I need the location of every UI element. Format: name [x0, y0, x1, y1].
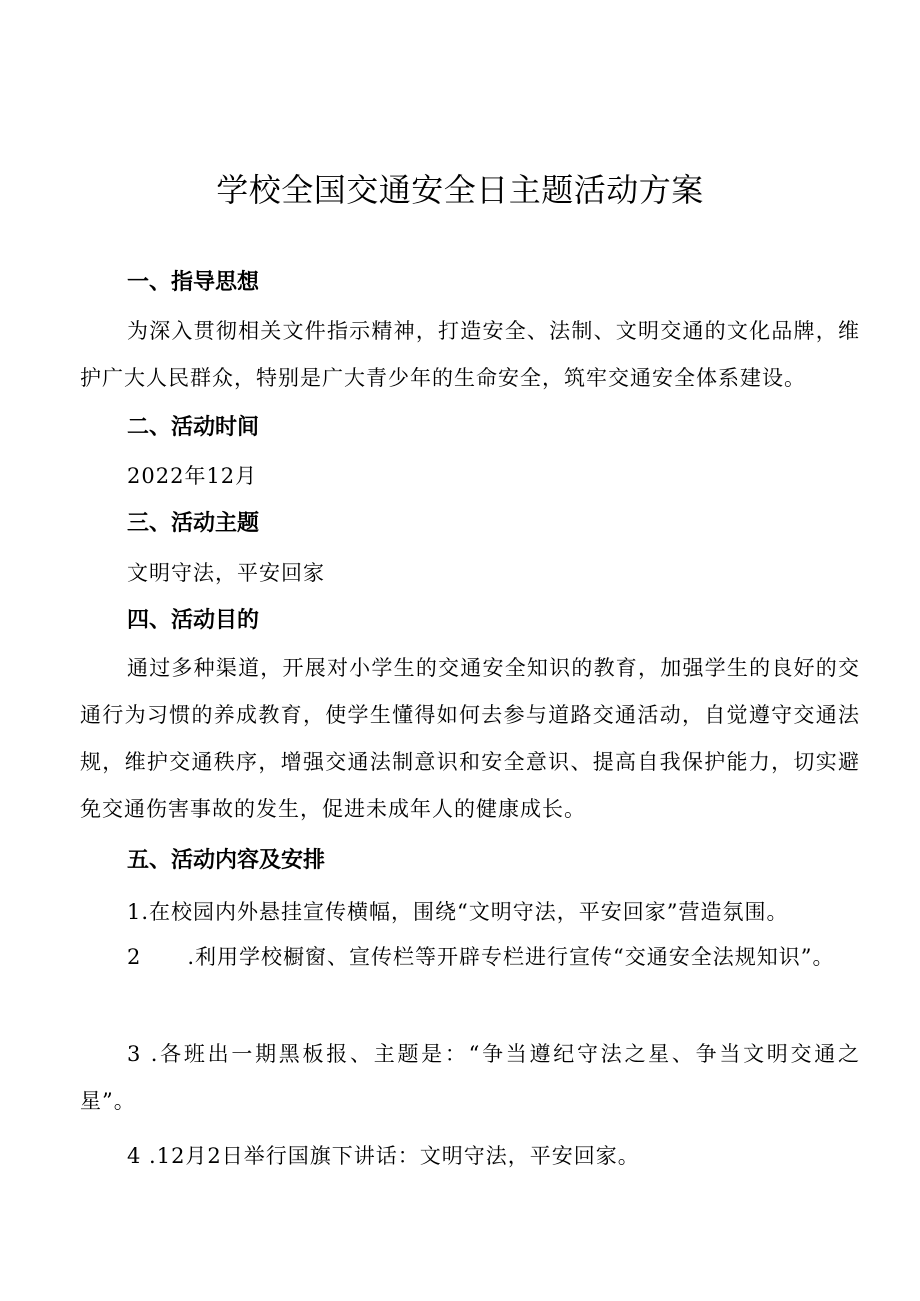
list-item: 1.在校园内外悬挂宣传横幅，围绕“文明守法，平安回家”营造氛围。 [127, 900, 789, 924]
document-title: 学校全国交通安全日主题活动方案 [216, 171, 704, 209]
list-item [80, 934, 860, 981]
activity-theme-value: 文明守法，平安回家 [127, 561, 325, 585]
section-heading-activity-purpose: 四、活动目的 [127, 608, 260, 633]
section-paragraph-activity-purpose: 通过多种渠道，开展对小学生的交通安全知识的教育，加强学生的良好的交通行为习惯的养成教育，使学生懂得如何去参与道路交通活动，自觉遵守交通法规，维护交通秩序，增强交通法制意识和安全意识、提高自我保护能力，切实避免交通伤害事故的发生，促进未成年人的健康成长。 [80, 656, 860, 821]
section-heading-guiding-ideology: 一、指导思想 [127, 270, 260, 295]
activity-time-value: 2022年12月 [127, 464, 258, 488]
list-item-number: 2 [127, 945, 142, 969]
list-item-text: .利用学校橱窗、宣传栏等开辟专栏进行宣传“交通安全法规知识”。 [187, 945, 835, 969]
list-item: 3 .各班出一期黑板报、主题是：“争当遵纪守法之星、争当文明交通之星”。 [80, 1042, 860, 1113]
section-heading-activity-theme: 三、活动主题 [127, 511, 260, 536]
section-heading-activity-time: 二、活动时间 [127, 415, 260, 440]
section-paragraph-guiding-ideology: 为深入贯彻相关文件指示精神，打造安全、法制、文明交通的文化品牌，维护广大人民群众，特别是广大青少年的生命安全，筑牢交通安全体系建设。 [80, 319, 860, 390]
list-item: 4 .12月2日举行国旗下讲话：文明守法，平安回家。 [127, 1144, 640, 1168]
section-heading-activity-content: 五、活动内容及安排 [127, 848, 326, 873]
